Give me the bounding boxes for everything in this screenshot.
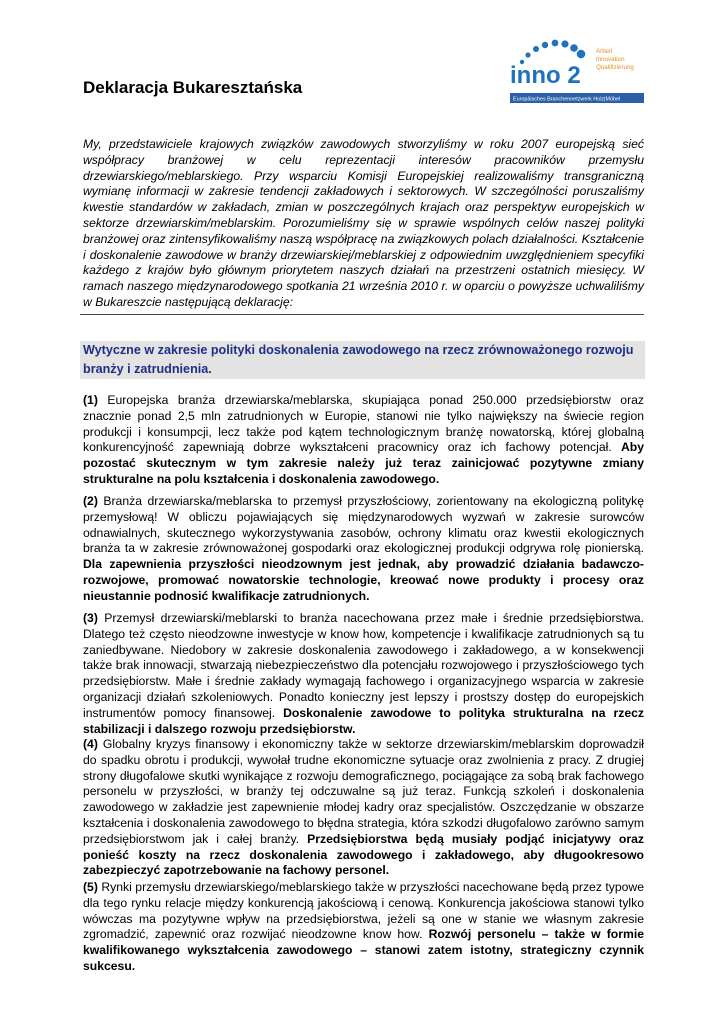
- paragraph-2: [83, 494, 644, 605]
- paragraph-4-number: (4): [83, 737, 98, 751]
- logo-banner-text: Europäisches Branchennetzwerk Holz|Möbel: [513, 96, 621, 103]
- logo-tagline-3: Qualifizierung: [596, 64, 634, 71]
- paragraph-4: [83, 737, 644, 879]
- section-heading: Wytyczne w zakresie polityki doskonalenia zawodowego na rzecz zrównoważonego rozwoju branży i zatrudnienia.: [80, 341, 645, 379]
- inno2-logo: [508, 38, 646, 106]
- logo-graphic: [508, 38, 646, 106]
- paragraph-3-bold: Doskonalenie zawodowe to polityka strukturalna na rzecz stabilizacji i dalszego rozwoju przedsiębiorstw.: [83, 705, 644, 736]
- paragraph-2-bold: Dla zapewnienia przyszłości nieodzownym jest jednak, aby prowadzić działania badawczo-rozwojowe, promować nowatorskie technologie, kreować nowe produkty i procesy oraz nieustannie podnosić kwalifikacje zatrudnionych.: [83, 557, 644, 603]
- divider: [80, 314, 644, 315]
- paragraph-3-text: Przemysł drzewiarski/meblarski to branża nacechowana przez małe i średnie przedsiębiorstwa. Dlatego też często nieodzowne inwestycje w know how, kompetencje i kwalifikacje zatrudnionych są tu zaniedbywane. Niedobory w zakresie doskonalenia zawodowego i zakładowego, a w konsekwencji także brak innowacji, stwarzają niebezpieczeństwo dla potencjału rozwojowego i przyszłościowego tych przedsiębiorstw. Małe i średnie zakłady wymagają fachowego i organizacyjnego wsparcia w zakresie organizacji działań szkoleniowych. Ponadto konieczny jest lepszy i prostszy dostęp do europejskich instrumentów pomocy finansowej.: [83, 611, 644, 720]
- paragraph-5-bold: Rozwój personelu – także w formie kwalifikowanego wykształcenia zawodowego – stanowi zatem istotny, strategiczny czynnik sukcesu.: [83, 927, 644, 973]
- paragraph-5-number: (5): [83, 880, 98, 894]
- paragraph-1-number: (1): [83, 393, 98, 407]
- paragraph-3: [83, 611, 644, 737]
- paragraph-1-bold: Aby pozostać skutecznym w tym zakresie należy już teraz zainicjować pozytywne zmiany strukturalne na polu kształcenia i doskonalenia zawodowego.: [83, 440, 644, 486]
- paragraph-2-text: Branża drzewiarska/meblarska to przemysł przyszłościowy, zorientowany na ekologiczną politykę przemysłową! W obliczu pojawiających się międzynarodowych wyzwań w zakresie surowców odnawialnych, skutecznego wykorzystywania zasobów, ochrony klimatu oraz kwestii ekologicznych branża ta w zakresie zrównoważonej gospodarki oraz ekologicznej produkcji odgrywa rolę pionierską.: [83, 494, 644, 556]
- paragraph-4-bold: Przedsiębiorstwa będą musiały podjąć inicjatywy oraz ponieść koszty na rzecz doskonalenia zawodowego i zakładowego, aby długookresowo zabezpieczyć zapotrzebowanie na fachowy personel.: [83, 831, 644, 878]
- logo-brand-text: inno 2: [510, 62, 581, 89]
- paragraph-2-number: (2): [83, 494, 98, 508]
- paragraph-5: [83, 880, 644, 975]
- paragraph-1-text: Europejska branża drzewiarska/meblarska, skupiająca ponad 250.000 przedsiębiorstw oraz znacznie ponad 2,5 mln zatrudnionych w Europie, stanowi nie tylko największy na świecie region produkcji i konsumpcji, lecz także pod kątem technologicznym branżę nowatorską, której globalną konkurencyjność zapewniają dobrze wykształceni pracownicy oraz ich fachowy potencjał.: [83, 393, 644, 455]
- logo-tagline-2: Innovation: [596, 56, 625, 63]
- intro-paragraph: My, przedstawiciele krajowych związków zawodowych stworzyliśmy w roku 2007 europejską sieć współpracy branżowej w celu reprezentacji interesów pracowników przemysłu drzewiarskiego/meblarskiego. Przy wsparciu Komisji Europejskiej realizowaliśmy transgraniczną wymianę informacji w zakresie tendencji zakładowych i sektorowych. W szczególności poruszaliśmy kwestie standardów w zakładach, zmian w poszczególnych krajach oraz perspektyw europejskich w sektorze drzewiarskim/meblarskim. Porozumieliśmy się w sprawie wspólnych celów naszej polityki branżowej oraz zintensyfikowaliśmy naszą współpracę na związkowych polach działalności. Kształcenie i doskonalenie zawodowe w branży drzewiarskiej/meblarskiej z odpowiednim uwzględnieniem specyfiki każdego z krajów było głównym priorytetem naszych działań na przestrzeni ostatnich miesięcy. W ramach naszego międzynarodowego spotkania 21 września 2010 r. w oparciu o powyższe uchwaliliśmy w Bukareszcie następującą deklarację:: [83, 137, 644, 309]
- paragraph-5-text: Rynki przemysłu drzewiarskiego/meblarskiego także w przyszłości nacechowane będą przez typowe dla tego rynku relacje między konkurencją jakościową i cenową. Konkurencja jakościowa stanowi tylko wówczas ma pozytywne wpływ na przedsiębiorstwa, jeżeli są one w stanie we własnym zakresie zgromadzić, zapewnić oraz rozwijać nieodzowne know how.: [83, 880, 644, 942]
- paragraph-4-text: Globalny kryzys finansowy i ekonomiczny także w sektorze drzewiarskim/meblarskim doprowadził do spadku obrotu i produkcji, wywołał trudne ekonomiczne sytuacje oraz zwolnienia z pracy. Z drugiej strony długofalowe skutki wynikające z rozwoju demograficznego, pociągające za sobą brak fachowego personelu w przyszłości, w branży tej odczuwalne są już teraz. Funkcją szkoleń i doskonalenia zawodowego w zakładzie jest zapewnienie młodej kadry oraz specjalistów. Oszczędzanie w obszarze kształcenia i doskonalenia zawodowego to błędna strategia, która szkodzi długofalowo zarówno samym przedsiębiorstwom jak i całej branży.: [83, 737, 644, 846]
- logo-tagline-1: Arbeit: [596, 48, 613, 55]
- page-title: Deklaracja Bukaresztańska: [83, 78, 303, 97]
- paragraph-1: [83, 393, 644, 488]
- paragraph-3-number: (3): [83, 611, 98, 625]
